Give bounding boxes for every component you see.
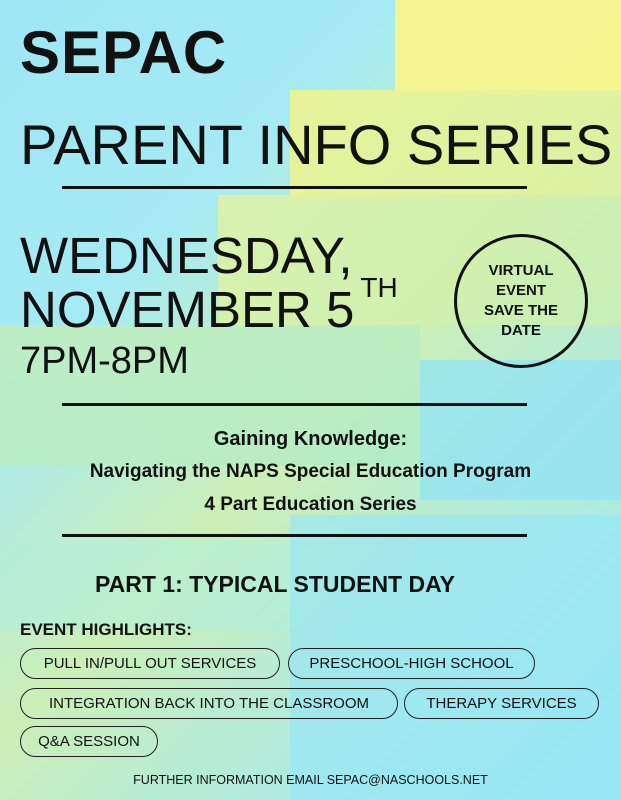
series-title: PARENT INFO SERIES bbox=[20, 113, 613, 176]
divider bbox=[62, 403, 527, 406]
divider bbox=[62, 186, 527, 189]
divider bbox=[62, 534, 527, 537]
highlight-pill: PRESCHOOL-HIGH SCHOOL bbox=[288, 648, 535, 679]
event-day: WEDNESDAY, bbox=[20, 227, 353, 284]
event-time: 7PM-8PM bbox=[20, 340, 189, 382]
event-date-text: NOVEMBER 5 bbox=[20, 281, 355, 338]
highlight-pill: INTEGRATION BACK INTO THE CLASSROOM bbox=[20, 688, 398, 719]
virtual-event-badge bbox=[454, 234, 588, 368]
badge-line: EVENT bbox=[495, 282, 546, 299]
event-date bbox=[20, 272, 398, 339]
program-subtitle: Navigating the NAPS Special Education Program bbox=[89, 461, 532, 482]
highlight-pill: THERAPY SERVICES bbox=[404, 688, 599, 719]
badge-line: SAVE THE bbox=[484, 302, 558, 319]
program-heading: Gaining Knowledge: bbox=[213, 428, 408, 450]
footer-contact: FURTHER INFORMATION EMAIL SEPAC@NASCHOOLS.NET bbox=[133, 773, 488, 787]
org-title: SEPAC bbox=[20, 19, 228, 86]
highlight-pill: Q&A SESSION bbox=[20, 726, 158, 757]
program-series-note: 4 Part Education Series bbox=[204, 494, 417, 515]
highlights-title: EVENT HIGHLIGHTS: bbox=[20, 620, 192, 639]
highlight-pill: PULL IN/PULL OUT SERVICES bbox=[20, 648, 280, 679]
part-title: PART 1: TYPICAL STUDENT DAY bbox=[95, 571, 455, 597]
badge-line: VIRTUAL bbox=[488, 262, 554, 279]
badge-line: DATE bbox=[501, 322, 541, 339]
bg-block-yellow bbox=[395, 0, 621, 95]
event-date-suffix: TH bbox=[360, 272, 398, 303]
